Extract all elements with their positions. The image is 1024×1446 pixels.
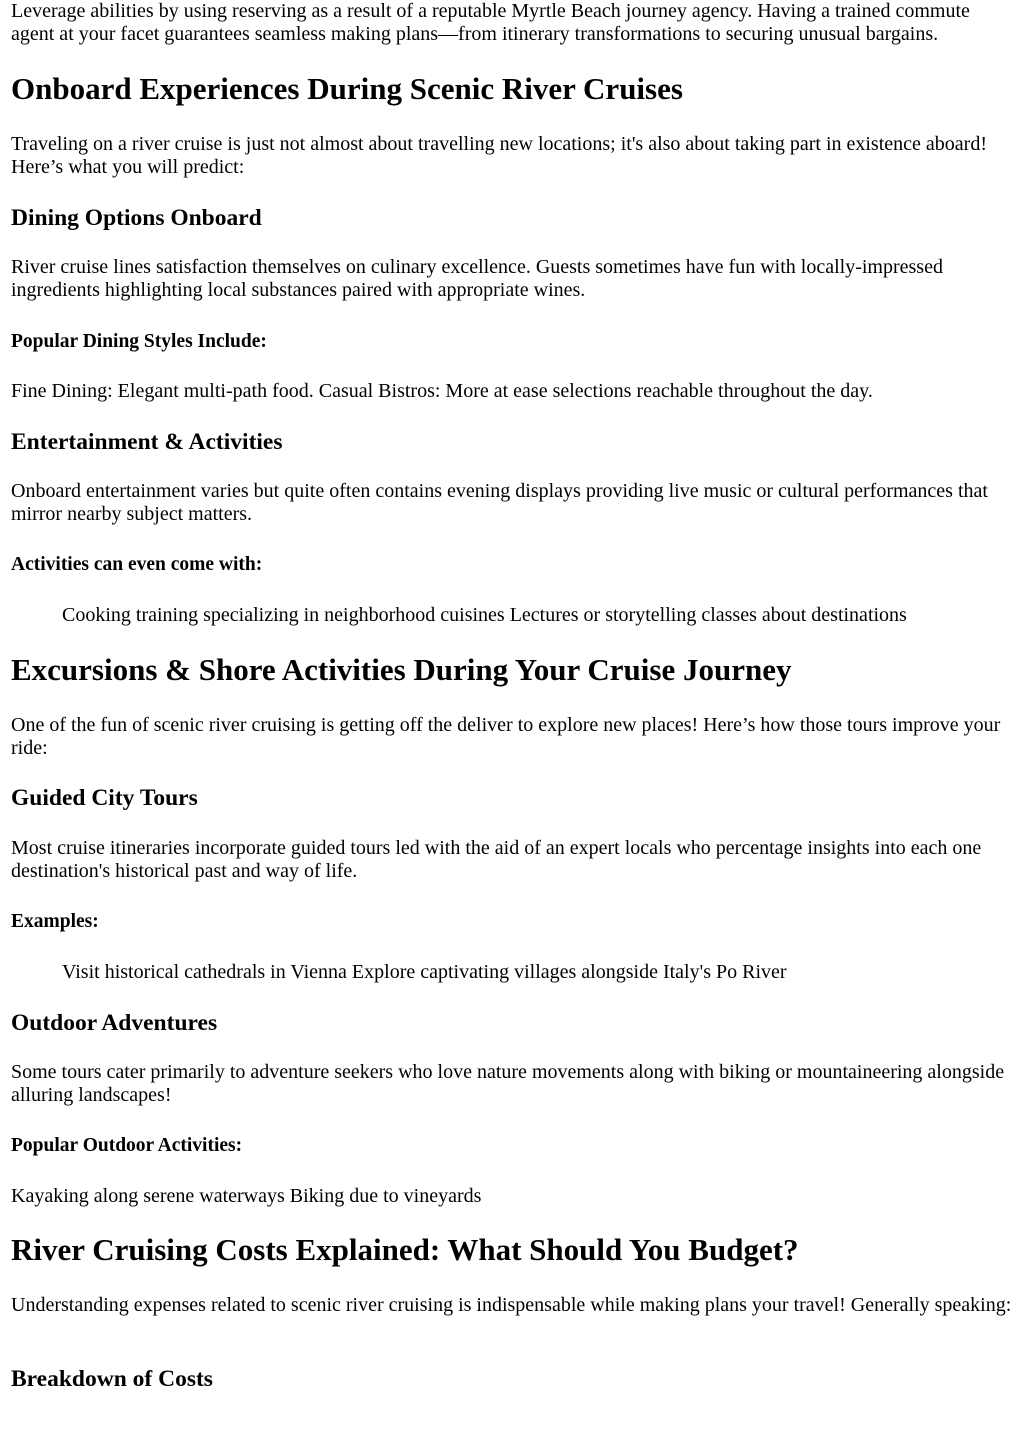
- costs-intro-paragraph: Understanding expenses related to scenic river cruising is indispensable while making plans your travel! Generally speaking:: [11, 1294, 1012, 1316]
- section-heading-excursions: Excursions & Shore Activities During Your Cruise Journey: [11, 652, 792, 687]
- minor-heading-examples: Examples:: [11, 911, 99, 932]
- section-heading-costs: River Cruising Costs Explained: What Should You Budget?: [11, 1232, 799, 1267]
- subheading-entertainment: Entertainment & Activities: [11, 429, 283, 455]
- outdoor-activities-paragraph: Kayaking along serene waterways Biking due to vineyards: [11, 1185, 482, 1207]
- subheading-guided-city-tours: Guided City Tours: [11, 785, 198, 811]
- section-heading-onboard-experiences: Onboard Experiences During Scenic River Cruises: [11, 71, 683, 106]
- onboard-intro-paragraph: Traveling on a river cruise is just not almost about travelling new locations; it's also about taking part in existence aboard! Here’s what you will predict:: [11, 133, 987, 178]
- city-tours-paragraph: Most cruise itineraries incorporate guided tours led with the aid of an expert locals who percentage insights into each one destination's historical past and way of life.: [11, 837, 982, 882]
- subheading-breakdown-of-costs: Breakdown of Costs: [11, 1366, 213, 1392]
- outdoor-paragraph: Some tours cater primarily to adventure seekers who love nature movements along with biking or mountaineering alongside alluring landscapes!: [11, 1061, 1005, 1106]
- minor-heading-activities: Activities can even come with:: [11, 554, 263, 575]
- examples-blockquote: Visit historical cathedrals in Vienna Explore captivating villages alongside Italy's Po River: [62, 961, 787, 983]
- intro-paragraph: Leverage abilities by using reserving as a result of a reputable Myrtle Beach journey agency. Having a trained commute agent at your facet guarantees seamless making plans—from itinerary transformations to securing unusual bargains.: [11, 0, 970, 45]
- subheading-outdoor-adventures: Outdoor Adventures: [11, 1010, 218, 1036]
- entertainment-paragraph: Onboard entertainment varies but quite often contains evening displays providing live music or cultural performances that mirror nearby subject matters.: [11, 480, 988, 525]
- dining-styles-paragraph: Fine Dining: Elegant multi-path food. Casual Bistros: More at ease selections reachable throughout the day.: [11, 380, 873, 402]
- minor-heading-outdoor-activities: Popular Outdoor Activities:: [11, 1135, 243, 1156]
- excursions-intro-paragraph: One of the fun of scenic river cruising is getting off the deliver to explore new places! Here’s how those tours improve your ride:: [11, 714, 1001, 759]
- subheading-dining-options: Dining Options Onboard: [11, 205, 262, 231]
- dining-paragraph: River cruise lines satisfaction themselves on culinary excellence. Guests sometimes have fun with locally-impressed ingredients highlighting local substances paired with appropriate wines.: [11, 256, 943, 301]
- activities-blockquote: Cooking training specializing in neighborhood cuisines Lectures or storytelling classes about destinations: [62, 604, 907, 626]
- minor-heading-dining-styles: Popular Dining Styles Include:: [11, 331, 267, 352]
